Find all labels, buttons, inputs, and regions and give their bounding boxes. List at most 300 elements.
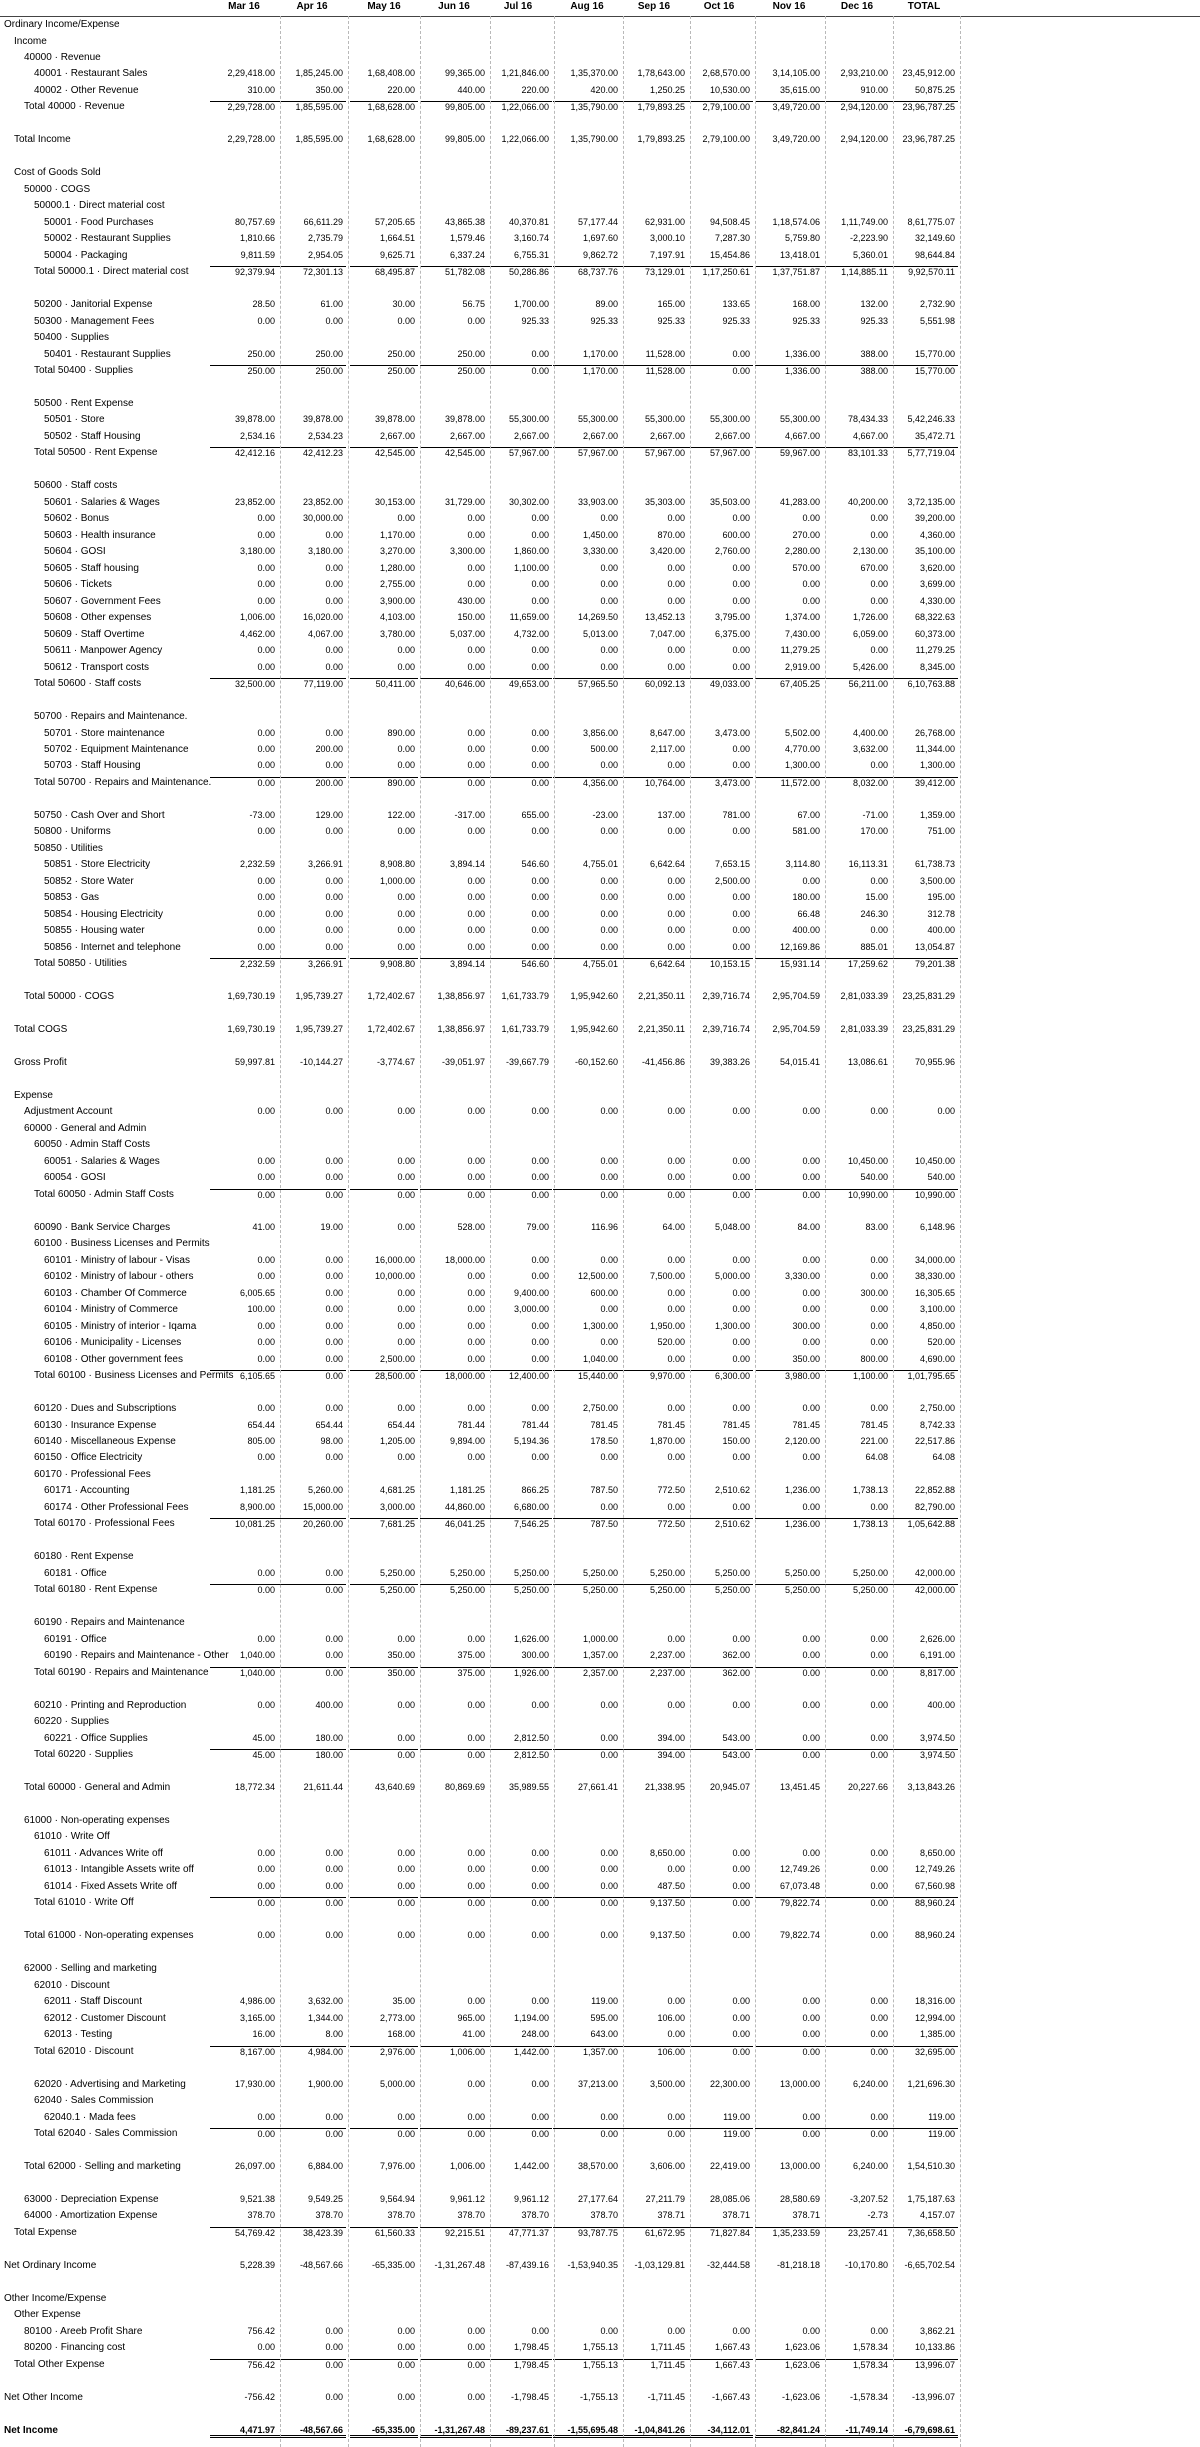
amount-cell-nov-16: 0.00	[802, 2029, 820, 2040]
amount-cell-may-16: 7,681.25	[350, 1518, 418, 1529]
amount-cell-may-16: 0.00	[397, 645, 415, 656]
amount-cell-sep-16: 0.00	[667, 1304, 685, 1315]
account-label: 62000 · Selling and marketing	[24, 1963, 157, 1975]
amount-cell-dec-16: 78,434.33	[847, 414, 888, 425]
amount-cell-aug-16: 0.00	[600, 1732, 618, 1743]
amount-cell-mar-16: 0.00	[257, 727, 275, 738]
amount-cell-may-16: 1,170.00	[379, 529, 415, 540]
amount-cell-sep-16: 60,092.13	[620, 678, 688, 689]
amount-cell-jun-16: 5,250.00	[449, 1567, 485, 1578]
amount-cell-dec-16: -10,170.80	[844, 2259, 888, 2270]
amount-cell-dec-16: 0.00	[870, 1650, 888, 1661]
amount-cell-nov-16: 3,14,105.00	[772, 68, 820, 79]
amount-cell-dec-16: -2.73	[867, 2210, 888, 2221]
amount-cell-mar-16: 45.00	[252, 1732, 275, 1743]
amount-cell-apr-16: 3,180.00	[307, 546, 343, 557]
amount-cell-sep-16: 0.00	[667, 1287, 685, 1298]
amount-cell-dec-16: 1,578.34	[852, 2342, 888, 2353]
account-row	[0, 1402, 1200, 1416]
amount-cell-apr-16: 38,423.39	[278, 2227, 346, 2238]
amount-cell-mar-16: -756.42	[244, 2391, 275, 2402]
amount-cell-jul-16: 9,400.00	[513, 1287, 549, 1298]
amount-cell-apr-16: 6,884.00	[307, 2160, 343, 2171]
amount-cell-sep-16: 21,338.95	[644, 1782, 685, 1792]
account-label: Total 62010 · Discount	[34, 2045, 134, 2057]
amount-cell-apr-16: 0.00	[325, 1254, 343, 1265]
amount-cell-oct-16: 0.00	[732, 595, 750, 606]
amount-cell-total: 1,359.00	[919, 809, 955, 820]
amount-cell-mar-16: 0.00	[257, 1567, 275, 1578]
amount-cell-apr-16: 0.00	[325, 315, 343, 326]
amount-cell-jul-16: 9,961.12	[513, 2193, 549, 2204]
column-header-apr-16: Apr 16	[296, 1, 328, 12]
amount-cell-may-16: 2,976.00	[350, 2046, 418, 2057]
amount-cell-dec-16: 0.00	[870, 1320, 888, 1331]
account-label: 50604 · GOSI	[44, 546, 106, 558]
amount-cell-nov-16: 581.00	[792, 826, 820, 837]
amount-cell-mar-16: 23,852.00	[234, 496, 275, 507]
amount-cell-dec-16: 0.00	[870, 513, 888, 524]
amount-cell-apr-16: 129.00	[315, 809, 343, 820]
section-heading-row	[0, 2308, 1200, 2322]
amount-cell-total: 1,05,642.88	[890, 1518, 958, 1529]
amount-cell-jul-16: 57,967.00	[484, 447, 552, 458]
amount-cell-nov-16: 0.00	[755, 1189, 823, 1200]
amount-cell-mar-16: 0.00	[257, 1403, 275, 1413]
amount-cell-jul-16: 655.00	[521, 809, 549, 820]
amount-cell-sep-16: 55,300.00	[644, 414, 685, 425]
amount-cell-sep-16: 0.00	[667, 892, 685, 903]
amount-cell-total: 23,45,912.00	[902, 68, 955, 79]
amount-cell-jul-16: 1,442.00	[513, 2160, 549, 2171]
amount-cell-total: 13,996.07	[890, 2359, 958, 2370]
amount-cell-jun-16: 44,860.00	[444, 1501, 485, 1512]
amount-cell-may-16: 0.00	[397, 1864, 415, 1875]
amount-cell-total: 8,817.00	[890, 1667, 958, 1678]
amount-cell-aug-16: 0.00	[600, 1452, 618, 1463]
amount-cell-mar-16: 26,097.00	[234, 2160, 275, 2171]
amount-cell-total: 6,148.96	[919, 1221, 955, 1232]
amount-cell-sep-16: 7,500.00	[649, 1271, 685, 1282]
amount-cell-dec-16: -71.00	[862, 809, 888, 820]
account-label: Adjustment Account	[24, 1106, 113, 1118]
amount-cell-may-16: 0.00	[350, 1189, 418, 1200]
amount-cell-may-16: 0.00	[397, 1452, 415, 1463]
amount-cell-sep-16: 0.00	[667, 925, 685, 936]
account-label: Gross Profit	[14, 1057, 67, 1068]
amount-cell-mar-16: 28.50	[252, 299, 275, 310]
column-divider	[755, 16, 756, 2447]
amount-cell-oct-16: 133.65	[722, 299, 750, 310]
account-row	[0, 743, 1200, 757]
amount-cell-jul-16: 866.25	[521, 1485, 549, 1496]
account-row	[0, 1320, 1200, 1334]
amount-cell-total: 119.00	[928, 2111, 955, 2122]
amount-cell-aug-16: 37,213.00	[577, 2078, 618, 2089]
amount-cell-jun-16: 0.00	[467, 661, 485, 672]
amount-cell-sep-16: 0.00	[667, 1996, 685, 2007]
amount-cell-total: 32,149.60	[914, 233, 955, 244]
amount-cell-jun-16: 0.00	[467, 2111, 485, 2122]
amount-cell-nov-16: 79,822.74	[779, 1930, 820, 1941]
account-label: 62010 · Discount	[34, 1979, 110, 1991]
amount-cell-oct-16: 5,250.00	[714, 1567, 750, 1578]
amount-cell-jun-16: 0.00	[467, 1353, 485, 1364]
amount-cell-nov-16: 3,114.80	[785, 859, 820, 870]
amount-cell-aug-16: 0.00	[600, 562, 618, 573]
amount-cell-nov-16: 570.00	[792, 562, 820, 573]
amount-cell-dec-16: 1,14,885.11	[823, 266, 891, 277]
amount-cell-jul-16: 0.00	[531, 1271, 549, 1282]
amount-cell-aug-16: 0.00	[600, 2111, 618, 2122]
amount-cell-jul-16: 5,194.36	[513, 1436, 549, 1446]
amount-cell-nov-16: 13,000.00	[779, 2160, 820, 2171]
amount-cell-oct-16: 3,473.00	[714, 727, 750, 738]
amount-cell-aug-16: 0.00	[600, 875, 618, 886]
account-label: Net Ordinary Income	[4, 2259, 97, 2271]
amount-cell-jul-16: 3,000.00	[513, 1304, 549, 1315]
amount-cell-oct-16: 0.00	[732, 2325, 750, 2336]
amount-cell-nov-16: 400.00	[792, 925, 820, 936]
amount-cell-total: 23,96,787.25	[890, 101, 958, 112]
amount-cell-total: 751.00	[927, 826, 955, 837]
amount-cell-mar-16: 0.00	[257, 892, 275, 903]
amount-cell-jul-16: 0.00	[531, 1320, 549, 1331]
amount-cell-dec-16: 0.00	[870, 529, 888, 540]
amount-cell-aug-16: 0.00	[553, 1749, 621, 1760]
account-label: 60100 · Business Licenses and Permits	[34, 1238, 210, 1250]
account-label: 62012 · Customer Discount	[44, 2012, 166, 2024]
amount-cell-jul-16: 2,812.50	[513, 1732, 549, 1743]
amount-cell-nov-16: 2,919.00	[784, 661, 820, 672]
amount-cell-may-16: 0.00	[397, 1221, 415, 1232]
amount-cell-oct-16: 0.00	[732, 1930, 750, 1941]
amount-cell-mar-16: 4,471.97	[210, 2425, 278, 2438]
amount-cell-nov-16: 180.00	[792, 892, 820, 903]
account-row	[0, 1995, 1200, 2009]
amount-cell-aug-16: 787.50	[590, 1485, 618, 1496]
amount-cell-nov-16: 0.00	[802, 513, 820, 524]
amount-cell-may-16: 8,908.80	[379, 859, 415, 870]
amount-cell-jun-16: 0.00	[467, 529, 485, 540]
amount-cell-apr-16: 30,000.00	[302, 513, 343, 524]
amount-cell-jul-16: 1,22,066.00	[501, 134, 549, 145]
amount-cell-apr-16: 1,95,739.27	[295, 1024, 343, 1034]
amount-cell-total: 68,322.63	[914, 612, 955, 623]
amount-cell-jun-16: 0.00	[467, 315, 485, 326]
amount-cell-may-16: 0.00	[350, 1897, 418, 1908]
account-label: Total 60180 · Rent Expense	[34, 1584, 158, 1596]
section-heading-row	[0, 1138, 1200, 1152]
amount-cell-jul-16: 0.00	[531, 1930, 549, 1941]
amount-cell-jul-16: 7,546.25	[484, 1518, 552, 1529]
section-heading-row	[0, 1814, 1200, 1828]
amount-cell-jun-16: 250.00	[420, 365, 488, 376]
amount-cell-oct-16: 7,653.15	[714, 859, 750, 870]
amount-cell-jul-16: 925.33	[521, 315, 549, 326]
amount-cell-jul-16: 0.00	[531, 1254, 549, 1265]
amount-cell-jul-16: 6,680.00	[513, 1501, 549, 1512]
amount-cell-jun-16: 46,041.25	[420, 1518, 488, 1529]
amount-cell-may-16: 68,495.87	[350, 266, 418, 277]
amount-cell-mar-16: 59,997.81	[234, 1057, 275, 1067]
total-row	[0, 265, 1200, 279]
amount-cell-total: 79,201.38	[890, 958, 958, 969]
amount-cell-dec-16: 6,059.00	[852, 628, 888, 639]
amount-cell-oct-16: 0.00	[732, 1172, 750, 1183]
amount-cell-total: 39,200.00	[914, 513, 955, 524]
amount-cell-sep-16: 62,931.00	[644, 216, 685, 227]
amount-cell-sep-16: 0.00	[667, 2111, 685, 2122]
amount-cell-may-16: 0.00	[397, 513, 415, 524]
account-row	[0, 1847, 1200, 1861]
amount-cell-may-16: 9,564.94	[379, 2193, 415, 2204]
amount-cell-jun-16: 0.00	[467, 908, 485, 919]
amount-cell-mar-16: 0.00	[257, 1155, 275, 1166]
amount-cell-aug-16: 1,35,790.00	[570, 134, 618, 145]
amount-cell-dec-16: 13,086.61	[847, 1057, 888, 1067]
account-label: 62013 · Testing	[44, 2029, 113, 2041]
account-row	[0, 2341, 1200, 2355]
account-label: Cost of Goods Sold	[14, 167, 101, 179]
amount-cell-total: 18,316.00	[914, 1996, 955, 2007]
amount-cell-jul-16: 1,860.00	[513, 546, 549, 557]
account-label: Total 60100 · Business Licenses and Permits	[34, 1370, 234, 1381]
amount-cell-jul-16: 0.00	[531, 513, 549, 524]
amount-cell-sep-16: 2,237.00	[620, 1667, 688, 1678]
amount-cell-total: 38,330.00	[914, 1271, 955, 1282]
amount-cell-jun-16: 0.00	[467, 2078, 485, 2089]
account-label: 40001 · Restaurant Sales	[34, 68, 148, 80]
amount-cell-dec-16: 0.00	[870, 875, 888, 886]
amount-cell-total: 400.00	[927, 925, 955, 936]
amount-cell-jul-16: 1,22,066.00	[484, 101, 552, 112]
amount-cell-may-16: 0.00	[397, 1320, 415, 1331]
account-row	[0, 1287, 1200, 1301]
amount-cell-jul-16: 2,667.00	[513, 430, 549, 441]
amount-cell-nov-16: 0.00	[755, 2046, 823, 2057]
amount-cell-jun-16: 1,38,856.97	[437, 1024, 485, 1034]
account-label: Expense	[14, 1090, 53, 1101]
amount-cell-mar-16: 9,811.59	[240, 249, 275, 260]
account-label: 60102 · Ministry of labour - others	[44, 1271, 194, 1283]
amount-cell-dec-16: 0.00	[870, 645, 888, 656]
account-label: 50856 · Internet and telephone	[44, 941, 181, 953]
amount-cell-aug-16: -1,53,940.35	[567, 2259, 618, 2270]
amount-cell-aug-16: 9,862.72	[582, 249, 618, 260]
amount-cell-total: 520.00	[927, 1337, 955, 1348]
amount-cell-may-16: 0.00	[397, 826, 415, 837]
amount-cell-jun-16: 0.00	[467, 1271, 485, 1282]
amount-cell-oct-16: 5,048.00	[714, 1221, 750, 1232]
amount-cell-sep-16: 0.00	[667, 1353, 685, 1364]
amount-cell-apr-16: 0.00	[325, 1847, 343, 1858]
amount-cell-oct-16: 7,287.30	[714, 233, 750, 244]
amount-cell-aug-16: 33,903.00	[577, 496, 618, 507]
amount-cell-aug-16: 55,300.00	[577, 414, 618, 425]
account-label: 60054 · GOSI	[44, 1172, 106, 1184]
amount-cell-dec-16: 540.00	[860, 1172, 888, 1183]
amount-cell-total: 1,21,696.30	[907, 2078, 955, 2089]
amount-cell-may-16: 0.00	[397, 2325, 415, 2336]
amount-cell-nov-16: 0.00	[802, 1847, 820, 1858]
amount-cell-oct-16: 2,510.62	[714, 1485, 750, 1496]
amount-cell-dec-16: 1,11,749.00	[841, 216, 888, 227]
amount-cell-jul-16: 0.00	[531, 1864, 549, 1875]
amount-cell-jun-16: 99,365.00	[444, 68, 485, 79]
account-row	[0, 562, 1200, 576]
section-heading-row	[0, 18, 1200, 32]
amount-cell-nov-16: 0.00	[802, 1633, 820, 1644]
column-header-mar-16: Mar 16	[228, 1, 260, 12]
total-row	[0, 100, 1200, 114]
amount-cell-dec-16: 885.01	[860, 941, 888, 952]
amount-cell-mar-16: 0.00	[210, 1189, 278, 1200]
amount-cell-total: 8,742.33	[919, 1419, 955, 1430]
account-row	[0, 2012, 1200, 2026]
amount-cell-jul-16: 35,989.55	[508, 1782, 549, 1792]
amount-cell-apr-16: 0.00	[325, 760, 343, 771]
amount-cell-apr-16: 2,534.23	[307, 430, 343, 441]
amount-cell-aug-16: 4,356.00	[553, 777, 621, 788]
amount-cell-nov-16: 5,502.00	[784, 727, 820, 738]
section-heading-row	[0, 1468, 1200, 1482]
amount-cell-jun-16: 0.00	[467, 760, 485, 771]
amount-cell-may-16: 3,900.00	[379, 595, 415, 606]
amount-cell-mar-16: 0.00	[257, 562, 275, 573]
amount-cell-mar-16: 18,772.34	[234, 1782, 275, 1792]
amount-cell-apr-16: 66,611.29	[303, 216, 343, 227]
amount-cell-oct-16: 0.00	[685, 2046, 753, 2057]
amount-cell-oct-16: 600.00	[722, 529, 750, 540]
amount-cell-dec-16: 5,250.00	[823, 1584, 891, 1595]
amount-cell-dec-16: 0.00	[870, 2325, 888, 2336]
amount-cell-dec-16: 20,227.66	[847, 1782, 888, 1792]
amount-cell-sep-16: 13,452.13	[644, 612, 685, 623]
amount-cell-nov-16: 0.00	[802, 2012, 820, 2023]
amount-cell-sep-16: 0.00	[667, 1106, 685, 1117]
amount-cell-nov-16: 13,000.00	[779, 2078, 820, 2089]
amount-cell-jul-16: 11,659.00	[509, 612, 549, 623]
amount-cell-jun-16: 6,337.24	[449, 249, 485, 260]
amount-cell-jun-16: 0.00	[467, 1996, 485, 2007]
account-row	[0, 875, 1200, 889]
amount-cell-total: -13,996.07	[911, 2391, 955, 2402]
amount-cell-jun-16: 31,729.00	[444, 496, 485, 507]
amount-cell-jun-16: 440.00	[457, 84, 485, 95]
amount-cell-jul-16: 0.00	[531, 925, 549, 936]
amount-cell-mar-16: 0.00	[257, 1452, 275, 1463]
amount-cell-total: 23,25,831.29	[902, 1024, 955, 1034]
account-label: 60090 · Bank Service Charges	[34, 1221, 171, 1233]
account-row	[0, 2078, 1200, 2092]
amount-cell-apr-16: 0.00	[278, 2359, 346, 2370]
amount-cell-mar-16: 378.70	[247, 2210, 275, 2221]
amount-cell-jun-16: 1,38,856.97	[437, 991, 485, 1002]
account-row	[0, 249, 1200, 263]
amount-cell-sep-16: 772.50	[620, 1518, 688, 1529]
amount-cell-aug-16: 378.70	[590, 2210, 618, 2221]
amount-cell-may-16: 2,500.00	[379, 1353, 415, 1364]
account-label: 40002 · Other Revenue	[34, 84, 139, 96]
amount-cell-sep-16: 781.45	[657, 1419, 685, 1430]
account-row	[0, 727, 1200, 741]
account-label: 50001 · Food Purchases	[44, 216, 154, 228]
amount-cell-jun-16: 92,215.51	[420, 2227, 488, 2238]
account-row	[0, 2111, 1200, 2125]
account-label: 62020 · Advertising and Marketing	[34, 2078, 186, 2090]
amount-cell-nov-16: 7,430.00	[784, 628, 820, 639]
amount-cell-oct-16: 2,39,716.74	[702, 991, 750, 1002]
account-row	[0, 496, 1200, 510]
amount-cell-sep-16: 0.00	[667, 661, 685, 672]
amount-cell-mar-16: 310.00	[247, 84, 275, 95]
account-label: 50850 · Utilities	[34, 842, 103, 854]
amount-cell-dec-16: -1,578.34	[849, 2391, 888, 2402]
amount-cell-apr-16: 9,549.25	[307, 2193, 343, 2204]
amount-cell-dec-16: 17,259.62	[823, 958, 891, 969]
amount-cell-jun-16: 18,000.00	[420, 1370, 488, 1381]
account-row	[0, 133, 1200, 147]
amount-cell-apr-16: 0.00	[325, 1930, 343, 1941]
amount-cell-total: 12,749.26	[914, 1864, 955, 1875]
amount-cell-mar-16: 756.42	[247, 2325, 275, 2336]
amount-cell-jun-16: 18,000.00	[444, 1254, 485, 1265]
amount-cell-may-16: 0.00	[397, 760, 415, 771]
amount-cell-sep-16: 137.00	[657, 809, 685, 820]
amount-cell-sep-16: 3,606.00	[649, 2160, 685, 2171]
account-label: 60171 · Accounting	[44, 1485, 130, 1497]
amount-cell-total: 5,42,246.33	[907, 414, 955, 425]
amount-cell-oct-16: 15,454.86	[709, 249, 750, 260]
amount-cell-total: 11,279.25	[915, 645, 955, 656]
amount-cell-nov-16: 13,451.45	[779, 1782, 820, 1792]
amount-cell-apr-16: 0.00	[278, 1189, 346, 1200]
account-label: 50750 · Cash Over and Short	[34, 809, 165, 821]
amount-cell-dec-16: 1,738.13	[852, 1485, 888, 1496]
total-row	[0, 2226, 1200, 2240]
amount-cell-jul-16: 0.00	[531, 2078, 549, 2089]
amount-cell-total: 2,626.00	[919, 1633, 955, 1644]
amount-cell-jun-16: 0.00	[467, 1172, 485, 1183]
amount-cell-aug-16: 0.00	[600, 645, 618, 656]
amount-cell-mar-16: 5,228.39	[239, 2259, 275, 2270]
amount-cell-dec-16: 5,250.00	[852, 1567, 888, 1578]
account-row	[0, 1270, 1200, 1284]
account-label: 61014 · Fixed Assets Write off	[44, 1880, 178, 1892]
account-row	[0, 1484, 1200, 1498]
amount-cell-sep-16: 5,250.00	[649, 1567, 685, 1578]
account-label: Total 62000 · Selling and marketing	[24, 2160, 181, 2172]
amount-cell-jul-16: 546.60	[484, 958, 552, 969]
amount-cell-aug-16: 2,667.00	[582, 430, 618, 441]
amount-cell-apr-16: 98.00	[320, 1436, 343, 1446]
amount-cell-nov-16: 3,980.00	[755, 1370, 823, 1381]
amount-cell-dec-16: 0.00	[870, 579, 888, 590]
amount-cell-apr-16: 0.00	[325, 2111, 343, 2122]
amount-cell-mar-16: 32,500.00	[210, 678, 278, 689]
amount-cell-aug-16: 2,357.00	[553, 1667, 621, 1678]
amount-cell-nov-16: 79,822.74	[755, 1897, 823, 1908]
amount-cell-sep-16: 2,117.00	[650, 744, 685, 754]
amount-cell-dec-16: 0.00	[870, 760, 888, 771]
amount-cell-total: 3,862.21	[919, 2325, 955, 2336]
amount-cell-oct-16: 55,300.00	[709, 414, 750, 425]
amount-cell-total: 39,412.00	[890, 777, 958, 788]
amount-cell-total: 23,25,831.29	[902, 991, 955, 1002]
account-label: Total 50700 · Repairs and Maintenance.	[34, 776, 212, 788]
amount-cell-may-16: 1,68,628.00	[350, 101, 418, 112]
